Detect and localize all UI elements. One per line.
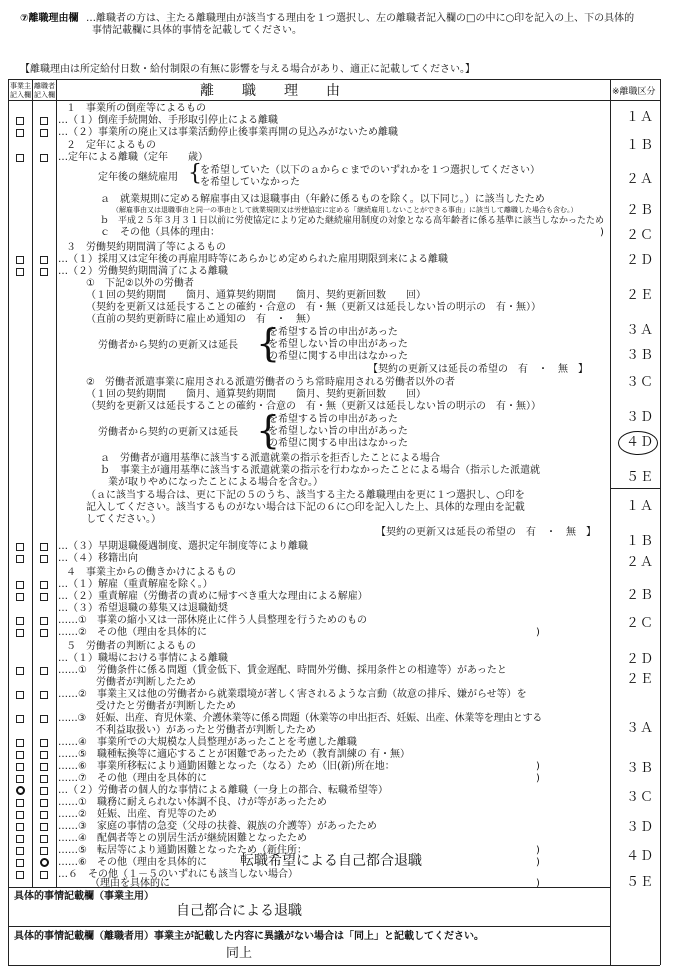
reason-line: （契約を更新又は延長することの確約・合意の 有・無（更新又は延長しない旨の明示の 有・無）） xyxy=(86,302,541,313)
employee-checkbox[interactable] xyxy=(40,823,48,831)
employee-checkbox[interactable] xyxy=(40,555,48,563)
employer-checkbox[interactable] xyxy=(16,154,24,162)
warning-note: 【離職理由は所定給付日数・給付制限の有無に影響を与える場合があり、適正に記載してください。】 xyxy=(20,64,475,75)
employee-col-header: 離職者記入欄 xyxy=(34,82,55,99)
instruction-line-2: 事情記載欄に具体的事情を記載してください。 xyxy=(92,25,302,36)
reason-line: を希望しない旨の申出があった xyxy=(268,339,408,350)
code-label: ５Ｅ xyxy=(625,470,654,485)
employee-checkbox[interactable] xyxy=(40,617,48,625)
employee-checkbox[interactable] xyxy=(40,763,48,771)
employer-checkbox[interactable] xyxy=(16,617,24,625)
reason-line: 業が取りやめになったことによる場合を含む。） xyxy=(108,477,323,488)
reason-line: （ａに該当する場合は、更に下記の５のうち、該当する主たる離職理由を更に１つ選択し、○印を xyxy=(86,490,525,501)
paren-close: ) xyxy=(536,845,540,856)
reason-line: …（２）重責解雇（労働者の責めに帰すべき重大な理由による解雇） xyxy=(58,591,368,602)
employer-checkbox[interactable] xyxy=(16,256,24,264)
employee-checkbox[interactable] xyxy=(40,256,48,264)
code-label: ２Ｅ xyxy=(625,672,654,687)
code-label: １Ａ xyxy=(625,499,654,514)
reason-line: ４ 事業主からの働きかけによるもの xyxy=(66,567,236,578)
reason-line: 労働者から契約の更新又は延長 xyxy=(98,340,238,351)
reason-line: ａ 就業規則に定める解雇事由又は退職事由（年齢に係るものを除く。以下同じ。）に該当したため xyxy=(100,194,545,205)
code-label: ３Ｄ xyxy=(625,410,654,425)
reason-line: …（１）倒産手続開始、手形取引停止による離職 xyxy=(58,115,278,126)
code-label: ３Ｃ xyxy=(625,375,654,390)
reason-line: …６ その他（１－５のいずれにも該当しない場合） xyxy=(58,869,298,880)
employee-checkbox[interactable] xyxy=(40,129,48,137)
employer-checkbox[interactable] xyxy=(16,543,24,551)
reason-line: ｃ その他（具体的理由： xyxy=(100,227,220,238)
reason-line: 【契約の更新又は延長の希望の 有 ・ 無 】 xyxy=(368,364,588,375)
code-label: ２Ｅ xyxy=(625,288,654,303)
employer-checkbox[interactable] xyxy=(16,715,24,723)
employer-checkbox[interactable] xyxy=(16,593,24,601)
reason-line: ……⑤ 転居等により通勤困難となったため（新住所： xyxy=(58,845,307,856)
reason-line: …（１）職場における事情による離職 xyxy=(58,653,228,664)
reason-line: ２ 定年によるもの xyxy=(66,140,156,151)
code-label: ３Ａ xyxy=(625,323,654,338)
reason-line: を希望していた（以下のａからｃまでのいずれかを１つ選択してください） xyxy=(200,165,540,176)
code-label: ４Ｄ xyxy=(625,849,654,864)
table-bottom-border xyxy=(8,965,660,966)
employer-checkbox[interactable] xyxy=(16,268,24,276)
paren-close: ) xyxy=(536,857,540,868)
employee-checkbox[interactable] xyxy=(40,775,48,783)
reason-line: ５ 労働者の判断によるもの xyxy=(66,641,196,652)
brace: { xyxy=(188,161,202,186)
table-top-border xyxy=(8,79,660,80)
employee-checkbox[interactable] xyxy=(40,117,48,125)
employee-checkbox[interactable] xyxy=(40,751,48,759)
reason-line: …（２）労働契約期間満了による離職 xyxy=(58,266,228,277)
employer-checkbox[interactable] xyxy=(16,739,24,747)
code-label: １Ｂ xyxy=(625,138,654,153)
reason-line: ……③ 家庭の事情の急変（父母の扶養、親族の介護等）があったため xyxy=(58,821,377,832)
employer-checkbox[interactable] xyxy=(16,859,24,867)
reason-line: ……⑦ その他（理由を具体的に xyxy=(58,773,207,784)
code-label: ３Ｃ xyxy=(625,790,654,805)
reason-line: ｂ 事業主が適用基準に該当する派遣就業の指示を行わなかったことによる場合（指示した派遣就 xyxy=(100,465,540,476)
employee-checkbox[interactable] xyxy=(40,581,48,589)
reason-line: ① 下記②以外の労働者 xyxy=(86,278,194,289)
employee-checkbox[interactable] xyxy=(40,847,48,855)
reason-line: （理由を具体的に xyxy=(90,878,170,889)
paren-close: ) xyxy=(600,227,604,238)
code-label: １Ａ xyxy=(625,110,654,125)
employer-checkbox[interactable] xyxy=(16,847,24,855)
reason-line: …（４）移籍出向 xyxy=(58,553,138,564)
code-label: ２Ｂ xyxy=(625,203,654,218)
reason-line: …（１）採用又は定年後の再雇用時等にあらかじめ定められた雇用期限到来による離職 xyxy=(58,254,448,265)
reason-line: の希望に関する申出はなかった xyxy=(268,351,408,362)
reason-line: してください。） xyxy=(86,514,161,525)
brace: { xyxy=(256,321,281,365)
reason-line: ……② その他（理由を具体的に xyxy=(58,627,207,638)
col-divider-3 xyxy=(610,79,611,965)
employer-checkbox[interactable] xyxy=(16,555,24,563)
code-label: ３Ａ xyxy=(625,721,654,736)
employer-checkbox[interactable] xyxy=(16,117,24,125)
code-label: ２Ａ xyxy=(625,555,654,570)
reason-line: ……① 事業の縮小又は一部休廃止に伴う人員整理を行うためのもの xyxy=(58,615,367,626)
code-col-split xyxy=(610,488,660,489)
footer-mid-border xyxy=(8,926,610,927)
employer-checkbox[interactable] xyxy=(16,629,24,637)
code-label: ３Ｄ xyxy=(625,820,654,835)
employer-checkbox[interactable] xyxy=(16,129,24,137)
reason-line: を希望していなかった xyxy=(200,177,300,188)
col-divider-2 xyxy=(56,79,57,887)
code-col-header: ※離職区分 xyxy=(612,87,656,97)
code-label: ４Ｄ xyxy=(625,435,654,450)
employee-checkbox[interactable] xyxy=(40,787,48,795)
reason-line: （直前の契約更新時に雇止め通知の 有 ・ 無） xyxy=(86,314,316,325)
employee-checkbox[interactable] xyxy=(40,811,48,819)
reason-line: ……⑥ その他（理由を具体的に xyxy=(58,857,207,868)
reason-line: …（３）早期退職優遇制度、選択定年制度等により離職 xyxy=(58,541,308,552)
code-label: ３Ｂ xyxy=(625,761,654,776)
header-bottom-border xyxy=(8,100,660,101)
paren-close: ) xyxy=(536,761,540,772)
code-label: ２Ｃ xyxy=(625,228,654,243)
employer-checkbox[interactable] xyxy=(16,835,24,843)
reason-line: を希望しない旨の申出があった xyxy=(268,426,408,437)
employer-checkbox[interactable] xyxy=(16,811,24,819)
reason-line: ｂ 平成２５年３月３１日以前に労使協定により定めた継続雇用制度の対象となる高年齢者に係る基準に該当しなかったため xyxy=(100,216,605,226)
reason-line: （契約を更新又は延長することの確約・合意の 有・無（更新又は延長しない旨の明示の 有・無）） xyxy=(86,401,541,412)
paren-close: ) xyxy=(536,627,540,638)
code-label: １Ｂ xyxy=(625,534,654,549)
employee-checkbox[interactable] xyxy=(40,543,48,551)
reason-line: （１回の契約期間 箇月、通算契約期間 箇月、契約更新回数 回） xyxy=(86,389,426,400)
reason-line: ……② 事業主又は他の労働者から就業環境が著しく害されるような言動（故意の排斥、嫌がらせ等）を xyxy=(58,689,527,700)
section-title: ⑦離職理由欄 xyxy=(20,13,79,24)
employer-checkbox-marked[interactable] xyxy=(16,786,25,795)
reason-line: 定年後の継続雇用 xyxy=(98,172,178,183)
employer-detail-label: 具体的事情記載欄（事業主用） xyxy=(14,891,154,902)
reason-line: （解雇事由又は退職事由と同一の事由として就業規則又は労使協定に定める「継続雇用しないことができる事由」に該当して離職した場合も含む。） xyxy=(112,206,578,214)
brace: { xyxy=(256,408,281,452)
selected-code-circle xyxy=(618,431,658,455)
employer-checkbox[interactable] xyxy=(16,691,24,699)
employee-checkbox[interactable] xyxy=(40,154,48,162)
reason-line: ａ 労働者が適用基準に該当する派遣就業の指示を拒否したことによる場合 xyxy=(100,453,440,464)
employee-checkbox[interactable] xyxy=(40,715,48,723)
code-label: ３Ｂ xyxy=(625,348,654,363)
employer-col-header: 事業主記入欄 xyxy=(10,82,31,99)
handwritten-reason: 転職希望による自己都合退職 xyxy=(240,853,422,869)
reason-line: １ 事業所の倒産等によるもの xyxy=(66,103,206,114)
code-label: ５Ｅ xyxy=(625,875,654,890)
employee-checkbox[interactable] xyxy=(40,593,48,601)
employee-checkbox[interactable] xyxy=(40,871,48,879)
employer-checkbox[interactable] xyxy=(16,751,24,759)
code-label: ２Ｂ xyxy=(625,588,654,603)
reason-line: 受けたと労働者が判断したため xyxy=(96,701,236,712)
employer-checkbox[interactable] xyxy=(16,581,24,589)
reason-line: ……① 労働条件に係る問題（賃金低下、賃金遅配、時間外労働、採用条件との相違等）があったと xyxy=(58,665,507,676)
code-label: ２Ａ xyxy=(625,172,654,187)
table-right-border xyxy=(660,79,661,965)
employee-checkbox[interactable] xyxy=(40,268,48,276)
employee-checkbox[interactable] xyxy=(40,739,48,747)
employee-checkbox[interactable] xyxy=(40,835,48,843)
reason-line: を希望する旨の申出があった xyxy=(268,327,398,338)
table-left-border xyxy=(8,79,9,965)
code-label: ２Ｄ xyxy=(625,253,654,268)
reason-line: ……③ 妊娠、出産、育児休業、介護休業等に係る問題（休業等の申出拒否、妊娠、出産、休業等を理由とする xyxy=(58,713,542,724)
col-divider-1 xyxy=(32,79,33,887)
code-label: ２Ｄ xyxy=(625,652,654,667)
reason-line: （１回の契約期間 箇月、通算契約期間 箇月、契約更新回数 回） xyxy=(86,290,426,301)
reason-line: 記入してください。該当するものがない場合は下記の６に○印を記入した上、具体的な理由を記載 xyxy=(86,502,525,513)
employer-checkbox[interactable] xyxy=(16,667,24,675)
reason-line: …（２）事業所の廃止又は事業活動停止後事業再開の見込みがないため離職 xyxy=(58,127,398,138)
reason-line: の希望に関する申出はなかった xyxy=(268,438,408,449)
employer-checkbox[interactable] xyxy=(16,799,24,807)
reason-line: ……⑥ 事業所移転により通勤困難となった（なる）ため（旧(新)所在地： xyxy=(58,761,395,772)
employee-detail-label: 具体的事情記載欄（離職者用）事業主が記載した内容に異議がない場合は「同上」と記載してください。 xyxy=(14,931,484,942)
reason-line: …（３）希望退職の募集又は退職勧奨 xyxy=(58,603,228,614)
reason-line: …（１）解雇（重責解雇を除く。） xyxy=(58,579,213,590)
reason-line: ……④ 配偶者等との別居生活が継続困難となったため xyxy=(58,833,307,844)
employee-checkbox[interactable] xyxy=(40,629,48,637)
paren-close: ) xyxy=(536,773,540,784)
reason-line: ……④ 事業所での大規模な人員整理があったことを考慮した離職 xyxy=(58,737,357,748)
reason-line: …定年による離職（定年 歳） xyxy=(58,152,208,163)
reason-line: を希望する旨の申出があった xyxy=(268,414,398,425)
reason-line: ３ 労働契約期間満了等によるもの xyxy=(66,242,226,253)
code-label: ２Ｃ xyxy=(625,616,654,631)
employer-checkbox[interactable] xyxy=(16,775,24,783)
employee-checkbox-marked[interactable] xyxy=(40,858,49,867)
employee-checkbox[interactable] xyxy=(40,667,48,675)
reason-line: ② 労働者派遣事業に雇用される派遣労働者のうち常時雇用される労働者以外の者 xyxy=(86,377,455,388)
reason-line: 労働者から契約の更新又は延長 xyxy=(98,427,238,438)
employer-checkbox[interactable] xyxy=(16,823,24,831)
reason-line: …（２）労働者の個人的な事情による離職（一身上の都合、転職希望等） xyxy=(58,785,388,796)
employee-checkbox[interactable] xyxy=(40,691,48,699)
reason-line: ……① 職務に耐えられない体調不良、けが等があったため xyxy=(58,797,327,808)
reason-line: ……② 妊娠、出産、育児等のため xyxy=(58,809,217,820)
reason-line: 【契約の更新又は延長の希望の 有 ・ 無 】 xyxy=(376,527,596,538)
reason-line: 労働者が判断したため xyxy=(96,677,196,688)
instruction-line-1: …離職者の方は、主たる離職理由が該当する理由を１つ選択し、左の離職者記入欄の□の中に○印を記入の上、下の具体的 xyxy=(86,13,635,24)
reason-line: ……⑤ 職種転換等に適応することが困難であったため（教育訓練の 有・無） xyxy=(58,749,411,760)
reason-line: 不利益取扱い）があったと労働者が判断したため xyxy=(96,725,316,736)
paren-close: ) xyxy=(536,878,540,889)
employer-checkbox[interactable] xyxy=(16,763,24,771)
employer-checkbox[interactable] xyxy=(16,871,24,879)
reason-title: 離 職 理 由 xyxy=(200,83,340,99)
employee-checkbox[interactable] xyxy=(40,799,48,807)
employee-detail-value[interactable]: 同上 xyxy=(226,946,253,961)
employer-detail-value[interactable]: 自己都合による退職 xyxy=(176,903,302,919)
